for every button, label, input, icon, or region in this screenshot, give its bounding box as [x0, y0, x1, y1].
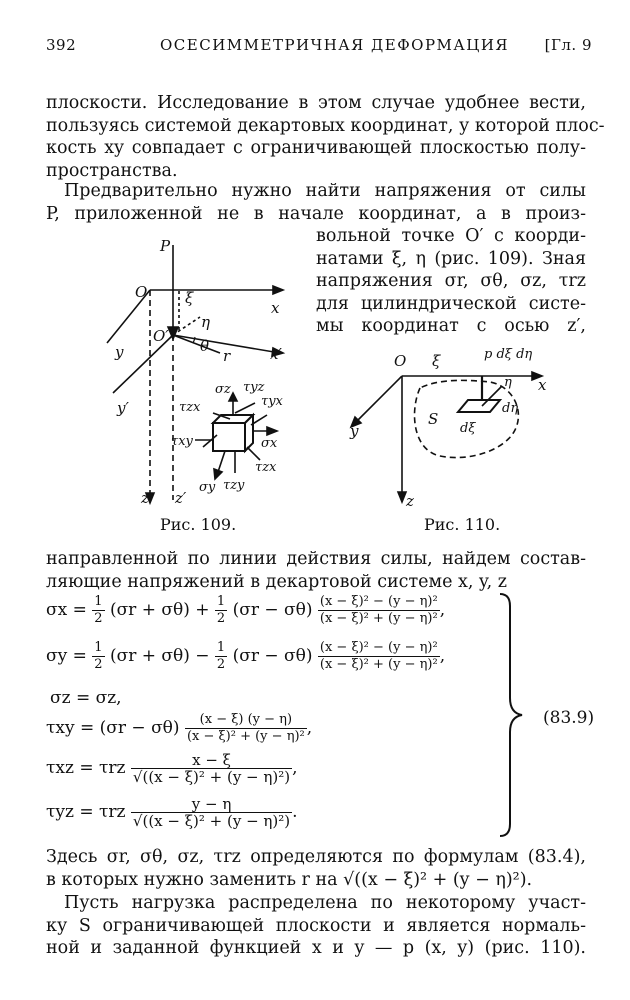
label-o: O	[394, 352, 407, 370]
label-theta: θ	[200, 337, 210, 355]
equation-sigma-y: σy = $\frac{1}{2}$ (σr + σθ) − $\frac{1}{2}$ (σr − σθ) $\frac{\text{(x − ξ)² − (y − η)²}}{\text{(x − ξ)² + (y − η)²}}$ ,	[46, 640, 446, 672]
label-xi: ξ	[185, 289, 194, 307]
paragraph-5	[46, 892, 586, 960]
text-line: для цилиндрической систе-	[316, 293, 586, 314]
text-line: в которых нужно заменить r на √((x − ξ)² + (y − η)²).	[46, 869, 533, 890]
paragraph-4	[46, 846, 586, 891]
label-z-prime: z′	[175, 489, 187, 507]
paragraph-1	[46, 92, 605, 182]
label-tau-zy: τzy	[223, 478, 245, 493]
equation-tau-yz: τyz = τrz $\frac{y - \eta}{\text{√((x − ξ)² + (y − η)²)}}$ .	[46, 795, 298, 830]
text-line: натами ξ, η (рис. 109). Зная	[316, 248, 586, 269]
text-line: ку S ограничивающей плоскости и является нормаль-	[46, 915, 586, 936]
radius-line	[173, 335, 220, 353]
paragraph-2-wrapped	[316, 225, 586, 338]
label-o: O	[135, 283, 148, 301]
label-sigma-x: σx	[261, 436, 278, 451]
label-tau-xy: τxy	[171, 434, 193, 449]
text-line: Пусть нагрузка распределена по некоторому участ-	[64, 893, 586, 913]
equation-number: (83.9)	[543, 708, 595, 728]
text-line: ной и заданной функцией x и y — p (x, y) (рис. 110).	[46, 938, 586, 958]
label-d-eta: dη	[502, 401, 519, 416]
equation-sigma-x: σx = $\frac{1}{2}$ (σr + σθ) + $\frac{1}{2}$ (σr − σθ) $\frac{\text{(x − ξ)² − (y − η)²}}{\text{(x − ξ)² + (y − η)²}}$ ,	[46, 594, 446, 626]
equation-sigma-z: σz = σz,	[50, 688, 122, 708]
text-line: Здесь σr, σθ, σz, τrz определяются по формулам (83.4),	[46, 847, 586, 867]
label-z: z	[406, 492, 414, 510]
text-line: мы координат с осью z′,	[316, 316, 586, 336]
label-x: x	[271, 299, 280, 317]
label-s: S	[428, 410, 439, 428]
label-p: P	[160, 237, 171, 255]
text-line: Предварительно нужно найти напряжения от силы	[64, 181, 586, 201]
label-tau-yx: τyx	[261, 394, 283, 409]
text-line: P, приложенной не в начале координат, а в произ-	[46, 203, 586, 224]
text-line: плоскости. Исследование в этом случае удобнее вести,	[46, 93, 586, 113]
label-eta: η	[201, 313, 210, 331]
running-title: ОСЕСИММЕТРИЧНАЯ ДЕФОРМАЦИЯ	[160, 36, 510, 54]
label-o-prime: O′	[153, 327, 169, 345]
label-sigma-y: σy	[199, 480, 216, 495]
text-line: вольной точке O′ с коорди-	[316, 226, 586, 246]
text-line: направленной по линии действия силы, найдем состав-	[46, 549, 586, 569]
text-line: ляющие напряжений в декартовой системе x, y, z	[46, 571, 507, 592]
figure-110	[340, 340, 560, 510]
label-y: y	[115, 343, 124, 361]
label-d-xi: dξ	[460, 421, 476, 436]
text-line: напряжения σr, σθ, σz, τrz	[316, 271, 586, 291]
label-y: y	[350, 422, 359, 440]
label-x: x	[538, 376, 547, 394]
equation-tau-xz: τxz = τrz $\frac{x - \xi}{\text{√((x − ξ)² + (y − η)²)}}$ ,	[46, 751, 298, 786]
paragraph-3	[46, 548, 586, 593]
label-tau-yz: τyz	[243, 380, 265, 395]
text-line: пользуясь системой декартовых координат, у которой плос-	[46, 115, 605, 136]
figure-109-caption: Рис. 109.	[160, 515, 237, 534]
label-load: p dξ dη	[484, 347, 533, 362]
text-line: пространства.	[46, 160, 178, 181]
page-header	[46, 36, 592, 58]
label-xi: ξ	[432, 352, 441, 370]
y-axis	[354, 376, 402, 424]
figure-109	[95, 235, 320, 510]
label-z: z	[141, 489, 149, 507]
label-sigma-z: σz	[215, 382, 231, 397]
label-eta: η	[504, 375, 512, 390]
equation-tau-xy: τxy = (σr − σθ) $\frac{(x - \xi) (y - \eta)}{\text{(x − ξ)² + (y − η)²}}$ ,	[46, 712, 313, 744]
label-tau-zx-top: τzx	[179, 400, 201, 415]
text-line: кость xy совпадает с ограничивающей плоскостью полу-	[46, 138, 586, 158]
figure-110-caption: Рис. 110.	[424, 515, 501, 534]
label-r: r	[223, 347, 231, 365]
equation-brace	[496, 592, 526, 838]
chapter-marker: [Гл. 9	[544, 36, 592, 54]
label-y-prime: y′	[117, 399, 129, 417]
label-x-prime: x′	[270, 345, 282, 363]
page-number: 392	[46, 36, 77, 54]
paragraph-2	[46, 180, 586, 225]
label-tau-zx: τzx	[255, 460, 277, 475]
